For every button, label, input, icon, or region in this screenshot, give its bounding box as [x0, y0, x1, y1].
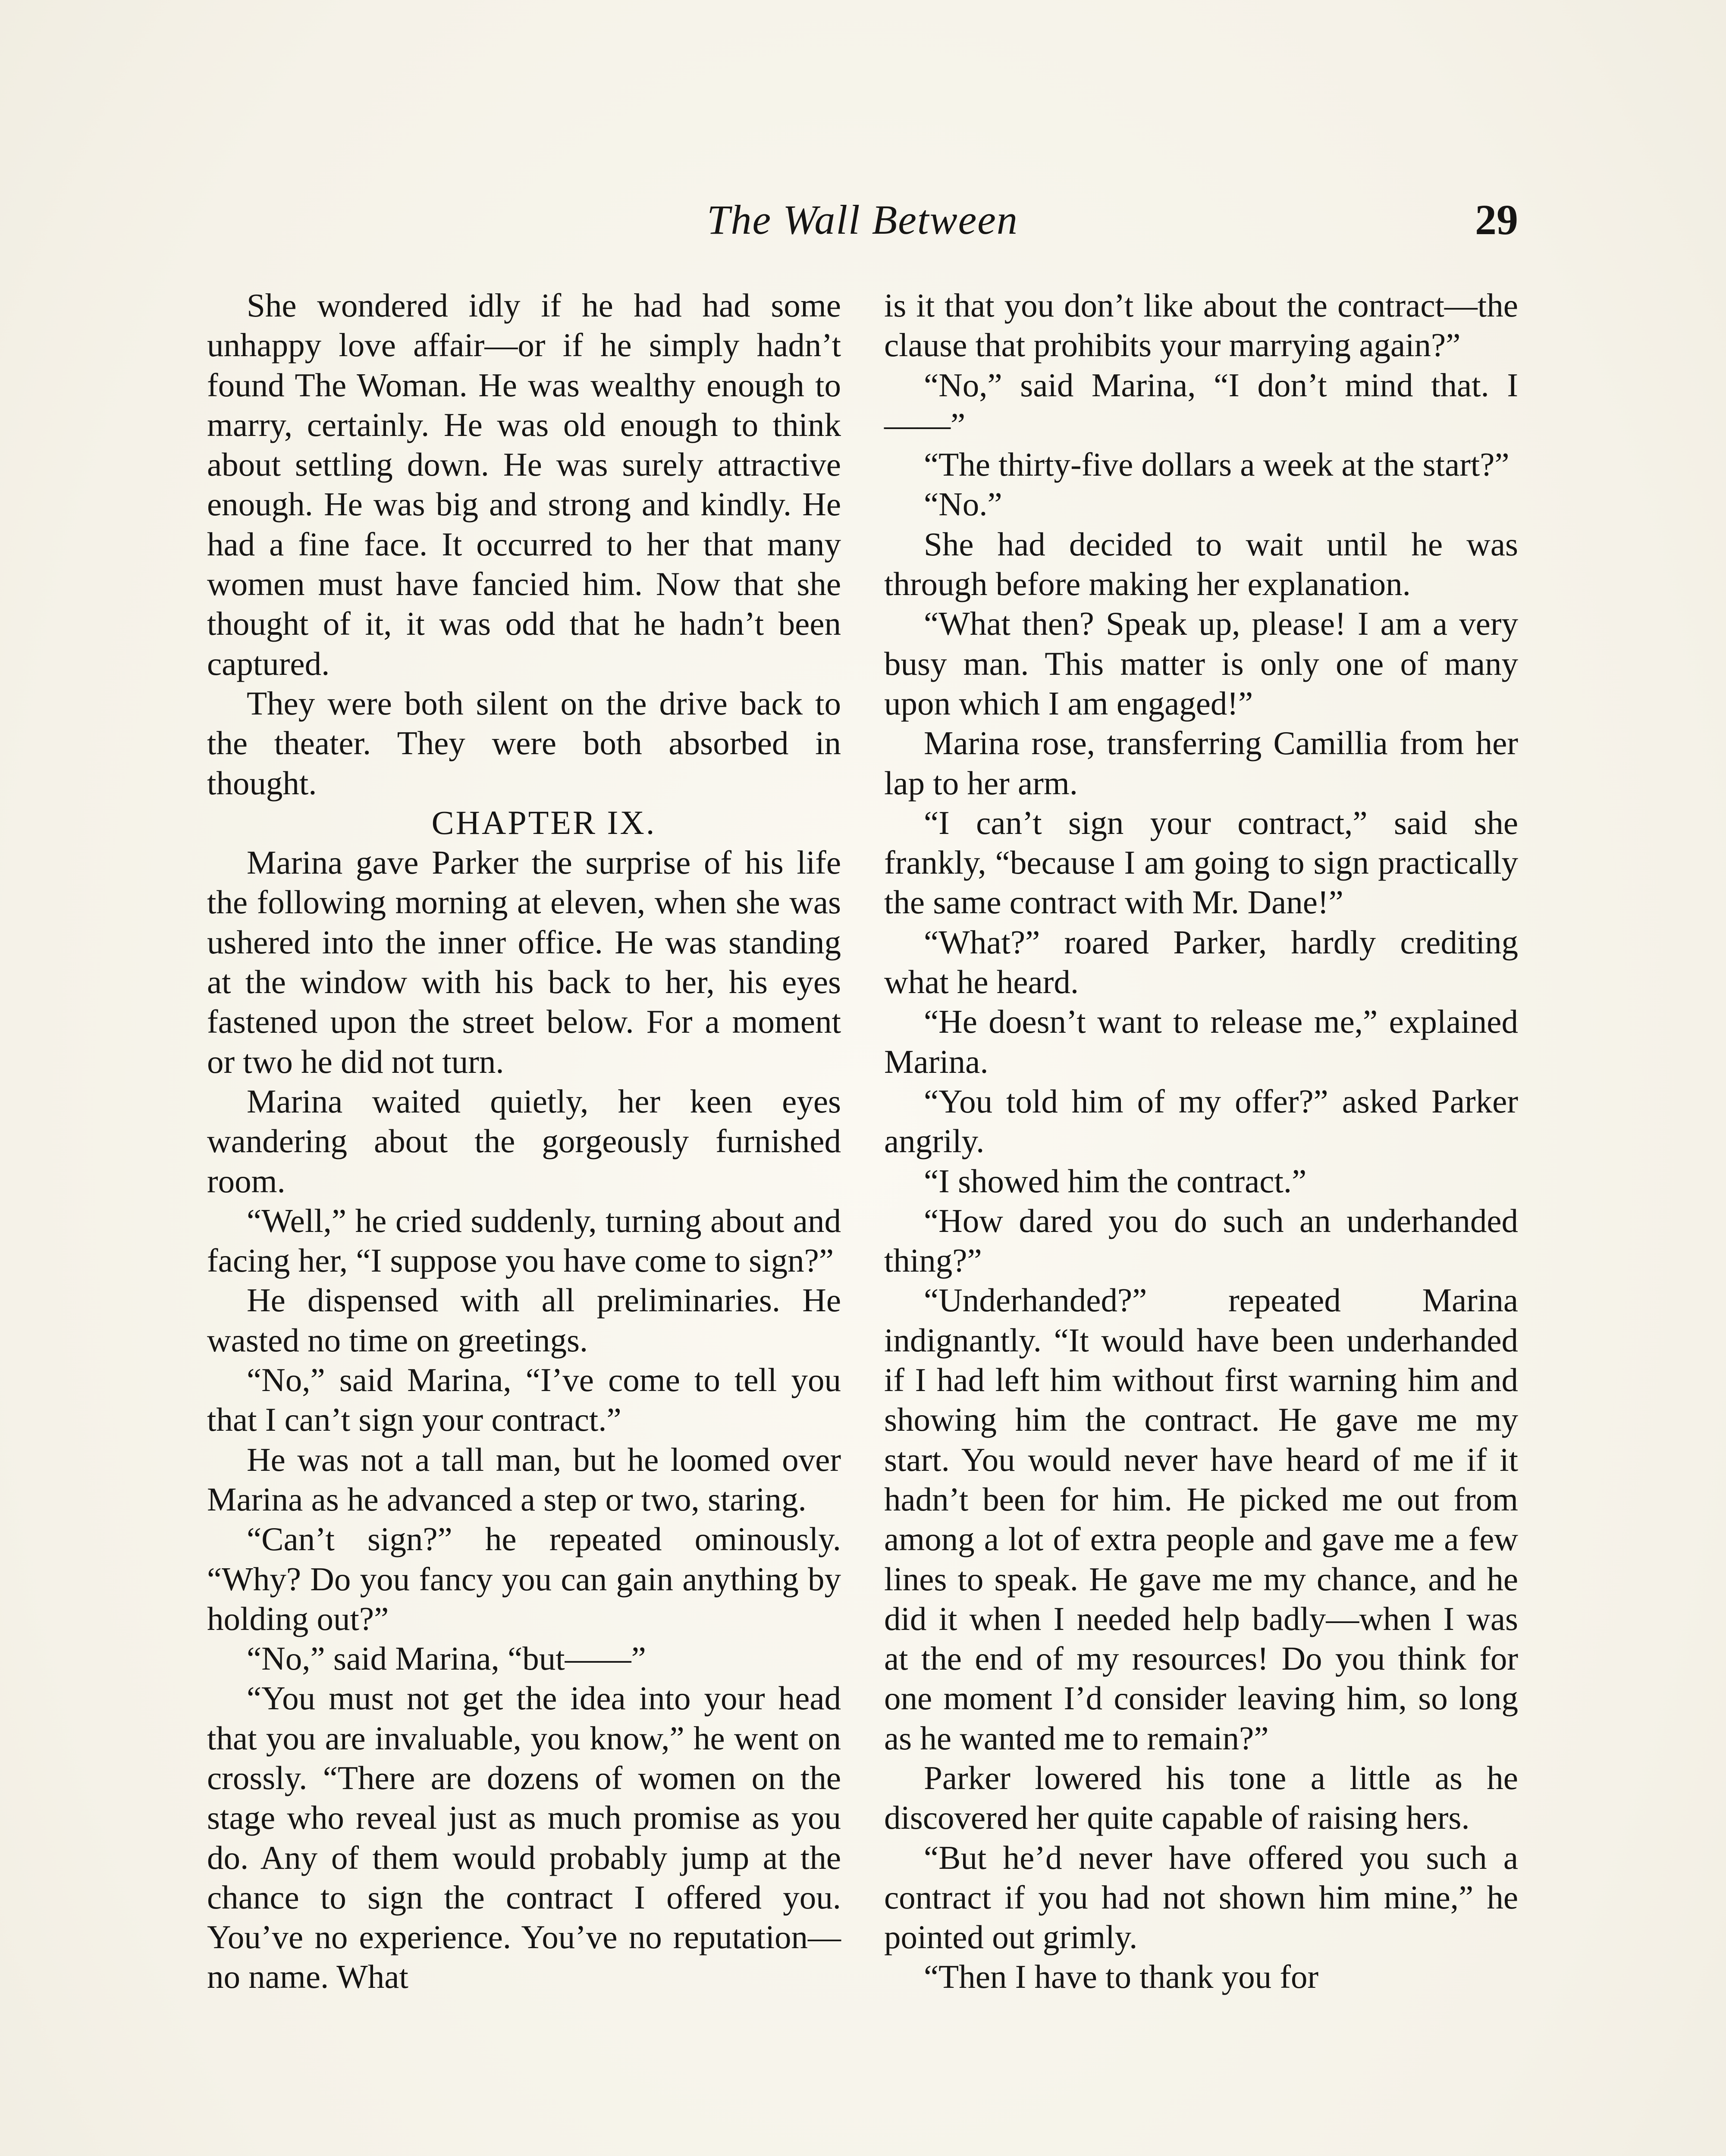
paragraph: She wondered idly if he had had some unhappy love affair—or if he simply hadn’t found The Woman. He was wealthy enough to marry, certainly. He was old enough to think about settling down. He was surely attractive enough. He was big and strong and kindly. He had a fine face. It occurred to her that many women must have fancied him. Now that she thought of it, it was odd that he hadn’t been captured.: [207, 287, 841, 682]
paragraph: “Well,” he cried suddenly, turning about and facing her, “I suppose you have come to sign?”: [207, 1202, 841, 1279]
paragraph: They were both silent on the drive back to the theater. They were both absorbed in thought.: [207, 684, 841, 802]
running-head: [207, 190, 1518, 250]
paragraph: “The thirty-five dollars a week at the start?”: [924, 446, 1509, 483]
paragraph: “No.”: [924, 486, 1002, 523]
paragraph: Marina gave Parker the surprise of his life the following morning at eleven, when she was ushered into the inner office. He was standing at the window with his back to her, his eyes fastened upon the street below. For a moment or two he did not turn.: [207, 844, 841, 1080]
paragraph: “I can’t sign your contract,” said she frankly, “because I am going to sign practically the same contract with Mr. Dane!”: [884, 804, 1518, 921]
paragraph: He was not a tall man, but he loomed over Marina as he advanced a step or two, staring.: [207, 1441, 841, 1518]
right-column: [884, 285, 1518, 1997]
paragraph: “But he’d never have offered you such a contract if you had not shown him mine,” he pointed out grimly.: [884, 1839, 1518, 1956]
paragraph: “I showed him the contract.”: [924, 1162, 1307, 1200]
paragraph: He dispensed with all preliminaries. He wasted no time on greetings.: [207, 1282, 841, 1359]
left-column: [207, 285, 841, 1997]
paragraph: “Can’t sign?” he repeated ominously. “Why? Do you fancy you can gain anything by holding out?”: [207, 1520, 841, 1637]
running-title: The Wall Between: [707, 197, 1018, 243]
paragraph: Marina waited quietly, her keen eyes wandering about the gorgeously furnished room.: [207, 1082, 841, 1200]
paragraph: Marina rose, transferring Camillia from her lap to her arm.: [884, 724, 1518, 802]
paragraph: She had decided to wait until he was through before making her explanation.: [884, 525, 1518, 603]
page-number: 29: [1475, 196, 1518, 244]
chapter-heading: CHAPTER IX.: [431, 803, 656, 841]
paragraph: “Underhanded?” repeated Marina indignantly. “It would have been underhanded if I had left him without first warning him and showing him the contract. He gave me my start. You would never have heard of me if it hadn’t been for him. He picked me out from among a lot of extra people and gave me a few lines to speak. He gave me my chance, and he did it when I needed help badly—when I was at the end of my resources! Do you think for one moment I’d consider leaving him, so long as he wanted me to remain?”: [884, 1282, 1518, 1757]
paragraph: “How dared you do such an underhanded thing?”: [884, 1202, 1518, 1279]
paragraph: “No,” said Marina, “but——”: [247, 1640, 646, 1677]
paragraph: Parker lowered his tone a little as he discovered her quite capable of raising hers.: [884, 1759, 1518, 1836]
paragraph: “You told him of my offer?” asked Parker angrily.: [884, 1082, 1518, 1160]
paragraph: “He doesn’t want to release me,” explained Marina.: [884, 1003, 1518, 1080]
paragraph: “No,” said Marina, “I don’t mind that. I——”: [884, 366, 1518, 443]
paragraph: “You must not get the idea into your head that you are invaluable, you know,” he went on crossly. “There are dozens of women on the stage who reveal just as much promise as you do. Any of them would probably jump at the chance to sign the contract I offered you. You’ve no experience. You’ve no reputation—no name. What: [207, 1680, 841, 1996]
paragraph: “No,” said Marina, “I’ve come to tell you that I can’t sign your contract.”: [207, 1361, 841, 1438]
paragraph: “What then? Speak up, please! I am a very busy man. This matter is only one of many upon which I am engaged!”: [884, 605, 1518, 722]
paragraph-continued: is it that you don’t like about the contract—the clause that prohibits your marrying again?”: [884, 287, 1518, 364]
paragraph: “Then I have to thank you for: [924, 1958, 1319, 1996]
paragraph: “What?” roared Parker, hardly crediting what he heard.: [884, 923, 1518, 1001]
